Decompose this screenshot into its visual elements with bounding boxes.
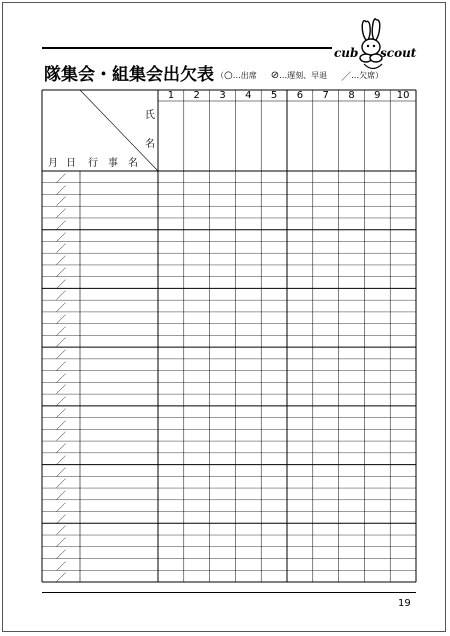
date-slash: ／: [56, 232, 66, 244]
date-slash: ／: [56, 385, 66, 397]
date-slash: ／: [56, 185, 66, 197]
date-slash: ／: [56, 350, 66, 362]
date-slash: ／: [56, 244, 66, 256]
date-slash: ／: [56, 479, 66, 491]
date-slash: ／: [56, 220, 66, 232]
logo-word-cub: cub: [334, 46, 359, 60]
column-number: 10: [396, 90, 410, 101]
date-slash: ／: [56, 444, 66, 456]
page-number: 19: [398, 598, 411, 609]
column-number: 5: [270, 90, 278, 101]
page-title: 隊集会・組集会出欠表: [44, 65, 214, 85]
date-slash: ／: [56, 397, 66, 409]
date-slash: ／: [56, 314, 66, 326]
column-number: 1: [167, 90, 175, 101]
column-number: 8: [348, 90, 355, 101]
legend-absent-label: …欠席）: [351, 71, 384, 80]
header-day: 日: [66, 158, 76, 169]
header-name-char-1: 氏: [145, 110, 155, 121]
date-slash: ／: [56, 338, 66, 350]
date-slash: ／: [56, 432, 66, 444]
date-slash: ／: [56, 291, 66, 303]
legend-open-paren: （: [216, 71, 224, 80]
date-slash: ／: [56, 361, 66, 373]
date-slash: ／: [56, 408, 66, 420]
date-slash: ／: [56, 467, 66, 479]
date-slash: ／: [56, 197, 66, 209]
date-slash: ／: [56, 373, 66, 385]
date-slash: ／: [56, 326, 66, 338]
present-symbol-icon: ○: [224, 70, 233, 81]
column-number: 3: [219, 90, 226, 101]
date-slash: ／: [56, 455, 66, 467]
column-number: 9: [374, 90, 381, 101]
logo-word-scout: scout: [380, 46, 417, 60]
date-slash: ／: [56, 256, 66, 268]
date-slash: ／: [56, 561, 66, 573]
date-slash: ／: [56, 538, 66, 550]
footer-rule: [42, 592, 416, 593]
date-slash: ／: [56, 502, 66, 514]
date-slash: ／: [56, 267, 66, 279]
absent-symbol-icon: ／: [341, 72, 352, 83]
column-number: 7: [322, 90, 329, 101]
date-slash: ／: [56, 526, 66, 538]
header-event-name: 行 事 名: [88, 158, 138, 169]
header-month: 月: [48, 158, 58, 169]
header-name-char-2: 名: [145, 139, 155, 150]
date-slash: ／: [56, 549, 66, 561]
date-slash: ／: [56, 573, 66, 585]
column-number: 2: [193, 90, 200, 101]
date-slash: ／: [56, 303, 66, 315]
date-slash: ／: [56, 209, 66, 221]
date-slash: ／: [56, 514, 66, 526]
column-number: 6: [296, 90, 304, 101]
date-slash: ／: [56, 420, 66, 432]
late-symbol-icon: ⊘: [270, 70, 280, 81]
column-number: 4: [245, 90, 252, 101]
legend-late-label: …遅刻、早退: [279, 71, 328, 80]
date-slash: ／: [56, 279, 66, 291]
legend-present-label: …出席: [232, 71, 257, 80]
date-slash: ／: [56, 174, 66, 185]
date-slash: ／: [56, 491, 66, 503]
